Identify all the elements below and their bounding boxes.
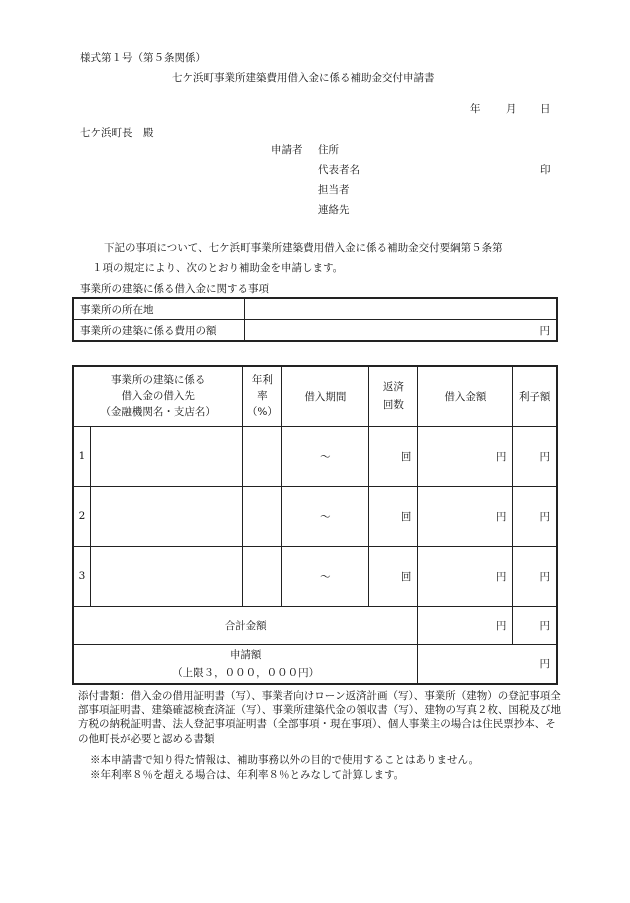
form-number: 様式第１号（第５条関係）: [80, 52, 206, 64]
amount-cell[interactable]: 円: [418, 426, 513, 486]
cost-label: 事業所の建築に係る費用の額: [73, 320, 245, 342]
total-amount-cell[interactable]: 円: [418, 606, 513, 644]
header-count: [369, 366, 418, 426]
rate-cell[interactable]: [243, 546, 282, 606]
request-amount-cell[interactable]: 円: [418, 644, 557, 684]
seal-mark: 印: [540, 164, 551, 176]
date-year: 年: [470, 103, 481, 115]
header-rate-line3: （%）: [246, 406, 278, 419]
header-count-line1: 返済: [382, 381, 404, 394]
section-title: 事業所の建築に係る借入金に関する事項: [80, 283, 269, 295]
rate-cell[interactable]: [243, 426, 282, 486]
header-interest: 利子額: [513, 366, 557, 426]
header-period: 借入期間: [282, 366, 369, 426]
header-lender-line1: 事業所の建築に係る: [110, 374, 206, 387]
count-cell[interactable]: 回: [369, 426, 418, 486]
date-month: 月: [506, 103, 517, 115]
row-number: 2: [73, 486, 91, 546]
addressee: 七ケ浜町長 殿: [80, 127, 154, 139]
count-cell[interactable]: 回: [369, 546, 418, 606]
request-label: 申請額: [229, 648, 262, 661]
header-count-line2: 回数: [382, 399, 404, 412]
row-number: 3: [73, 546, 91, 606]
amount-cell[interactable]: 円: [418, 486, 513, 546]
header-rate-line1: 年利: [251, 374, 273, 387]
request-label-cell: [73, 644, 418, 684]
header-rate-line2: 率: [257, 390, 268, 403]
header-lender-line3: （金融機関名・支店名）: [100, 406, 216, 419]
rate-cell[interactable]: [243, 486, 282, 546]
table-row: [73, 546, 557, 606]
building-info-table: [72, 297, 558, 342]
applicant-label: 申請者: [271, 144, 303, 156]
amount-cell[interactable]: 円: [418, 546, 513, 606]
interest-cell[interactable]: 円: [513, 546, 557, 606]
request-limit: （上限３，０００，０００円）: [172, 666, 320, 679]
count-cell[interactable]: 回: [369, 486, 418, 546]
lender-cell[interactable]: [91, 486, 243, 546]
note-privacy: ※本申請書で知り得た情報は、補助事務以外の目的で使用することはありません。: [90, 754, 480, 766]
cost-yen: 円: [539, 324, 550, 337]
body-text-line1: 下記の事項について、七ケ浜町事業所建築費用借入金に係る補助金交付要綱第５条第: [104, 242, 503, 254]
header-lender-line2: 借入金の借入先: [121, 390, 195, 403]
total-label: 合計金額: [73, 606, 418, 644]
date-day: 日: [540, 103, 551, 115]
total-row: [73, 606, 557, 644]
address-label: 住所: [318, 144, 339, 156]
header-lender: [73, 366, 243, 426]
lender-cell[interactable]: [91, 426, 243, 486]
contact-label: 連絡先: [318, 204, 350, 216]
representative-label: 代表者名: [318, 164, 360, 176]
loan-table: [72, 365, 558, 685]
request-row: [73, 644, 557, 684]
attachments-text: 添付書類：借入金の借用証明書（写）、事業者向けローン返済計画（写）、事業所（建物）の登記事項全部事項証明書、建築確認検査済証（写）、事業所建築代金の領収書（写）、建物の写真２枚、国税及び地方税の納税証明書、法人登記事項証明書（全部事項・現在事項）、個人事業主の場合は住民票抄本、その他町長が必要と認める書類: [78, 690, 561, 745]
header-rate: [243, 366, 282, 426]
header-amount: 借入金額: [418, 366, 513, 426]
cost-value[interactable]: [245, 320, 558, 342]
row-number: 1: [73, 426, 91, 486]
table-row: [73, 426, 557, 486]
period-cell[interactable]: 〜: [282, 486, 369, 546]
interest-cell[interactable]: 円: [513, 426, 557, 486]
total-interest-cell[interactable]: 円: [513, 606, 557, 644]
lender-cell[interactable]: [91, 546, 243, 606]
location-label: 事業所の所在地: [73, 298, 245, 320]
period-cell[interactable]: 〜: [282, 546, 369, 606]
table-row: [73, 486, 557, 546]
note-rate: ※年利率８％を超える場合は、年利率８％とみなして計算します。: [90, 769, 405, 781]
period-cell[interactable]: 〜: [282, 426, 369, 486]
person-in-charge-label: 担当者: [318, 184, 350, 196]
page-title: 七ケ浜町事業所建築費用借入金に係る補助金交付申請書: [172, 72, 435, 84]
body-text-line2: １項の規定により、次のとおり補助金を申請します。: [92, 262, 344, 274]
interest-cell[interactable]: 円: [513, 486, 557, 546]
location-value[interactable]: [245, 298, 558, 320]
